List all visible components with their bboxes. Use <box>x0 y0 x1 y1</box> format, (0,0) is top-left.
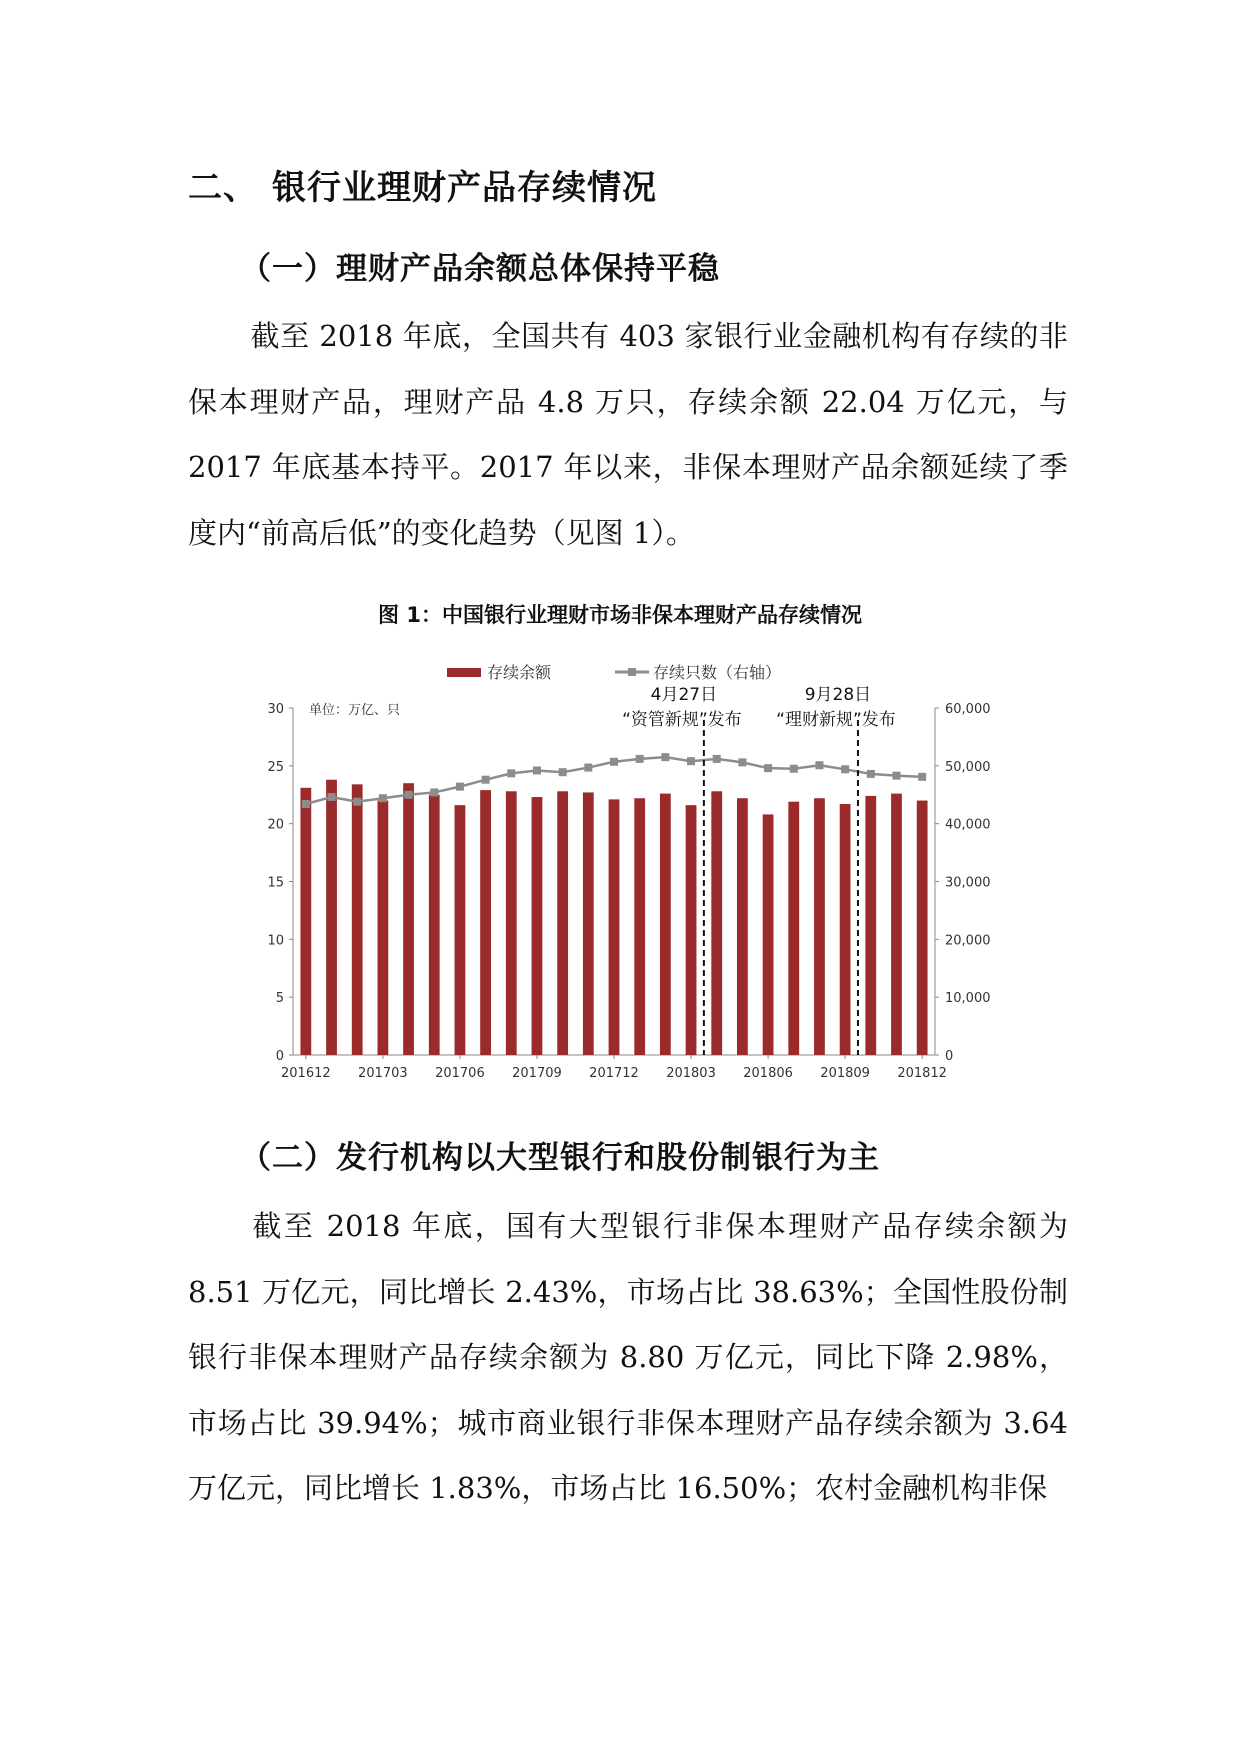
policy-annotation-date: 9月28日 <box>804 685 872 705</box>
right-tick-label: 0 <box>945 1049 954 1064</box>
legend-label-count: 存续只数（右轴） <box>653 663 782 682</box>
bar <box>506 791 517 1055</box>
x-tick-label: 201712 <box>589 1066 639 1081</box>
x-tick-label: 201809 <box>820 1066 870 1081</box>
bar <box>891 794 902 1055</box>
bar <box>532 797 543 1055</box>
section-title: 银行业理财产品存续情况 <box>272 168 657 208</box>
paragraph-1 <box>188 304 1068 566</box>
count-point <box>892 772 900 780</box>
policy-annotation-text: “理财新规”发布 <box>776 710 896 730</box>
bar <box>403 783 414 1055</box>
count-point <box>867 770 875 778</box>
x-tick-label: 201803 <box>666 1066 716 1081</box>
bar <box>300 788 311 1055</box>
paragraph-2-text: 截至 2018 年底，国有大型银行非保本理财产品存续余额为 8.51 万亿元，同比增长 2.43%，市场占比 38.63%；全国性股份制银行非保本理财产品存续余额为 8.80 万亿元，同比下降 2.98%，市场占比 39.94%；城市商业银行非保本理财产品存续余额为 3.64 万亿元，同比增长 1.83%，市场占比 16.50%；农村金融机构非保 <box>188 1209 1068 1505</box>
count-point <box>764 764 772 772</box>
bar <box>583 792 594 1055</box>
left-tick-label: 15 <box>267 875 284 891</box>
count-point <box>738 758 746 766</box>
bar <box>840 804 851 1055</box>
count-point <box>302 800 310 808</box>
left-tick-label: 0 <box>275 1049 284 1064</box>
bar <box>429 795 440 1055</box>
bar <box>763 814 774 1055</box>
legend-marker-count <box>628 668 636 676</box>
bar <box>377 801 388 1055</box>
left-tick-label: 25 <box>267 759 284 775</box>
count-point <box>507 769 515 777</box>
bar <box>480 790 491 1055</box>
count-point <box>328 793 336 801</box>
bar <box>660 794 671 1055</box>
right-tick-label: 50,000 <box>945 759 991 775</box>
count-point <box>661 753 669 761</box>
right-tick-label: 30,000 <box>945 875 991 891</box>
bar <box>455 805 466 1055</box>
x-tick-label: 201806 <box>743 1066 793 1081</box>
right-tick-label: 20,000 <box>945 933 991 949</box>
left-tick-label: 30 <box>267 702 284 717</box>
right-tick-label: 10,000 <box>945 991 991 1007</box>
bar <box>814 798 825 1055</box>
policy-annotation-text: “资管新规”发布 <box>622 710 742 730</box>
count-point <box>713 755 721 763</box>
count-point <box>456 783 464 791</box>
x-tick-label: 201812 <box>897 1066 947 1081</box>
bar <box>917 801 928 1055</box>
count-point <box>841 765 849 773</box>
bar <box>352 784 363 1055</box>
left-tick-label: 5 <box>275 991 284 1007</box>
unit-label: 单位：万亿、只 <box>309 703 401 718</box>
count-point <box>482 776 490 784</box>
bar <box>557 791 568 1055</box>
x-tick-label: 201706 <box>435 1066 485 1081</box>
bar <box>686 805 697 1055</box>
subsection-1-heading: （一）理财产品余额总体保持平稳 <box>240 251 720 287</box>
count-point <box>815 761 823 769</box>
count-point <box>790 765 798 773</box>
bar <box>326 780 337 1055</box>
subsection-2-heading: （二）发行机构以大型银行和股份制银行为主 <box>240 1140 880 1176</box>
left-tick-label: 20 <box>267 817 284 833</box>
count-point <box>430 788 438 796</box>
count-point <box>636 755 644 763</box>
chart <box>255 650 991 1090</box>
x-tick-label: 201703 <box>358 1066 408 1081</box>
count-point <box>379 794 387 802</box>
section-heading <box>188 160 657 209</box>
legend-label-balance: 存续余额 <box>487 663 552 682</box>
right-tick-label: 40,000 <box>945 817 991 833</box>
count-point <box>353 798 361 806</box>
bar <box>788 802 799 1055</box>
count-point <box>687 757 695 765</box>
chart-legend <box>447 663 781 682</box>
right-tick-label: 60,000 <box>945 702 991 717</box>
count-point <box>918 773 926 781</box>
figure-title: 图 1：中国银行业理财市场非保本理财产品存续情况 <box>378 603 862 627</box>
x-tick-label: 201612 <box>281 1066 331 1081</box>
count-point <box>533 766 541 774</box>
section-number: 二、 <box>188 168 258 208</box>
bar <box>609 799 620 1055</box>
paragraph-2 <box>188 1194 1068 1522</box>
count-point <box>559 768 567 776</box>
bar <box>634 798 645 1055</box>
count-point <box>405 791 413 799</box>
paragraph-1-text: 截至 2018 年底，全国共有 403 家银行业金融机构有存续的非保本理财产品，理财产品 4.8 万只，存续余额 22.04 万亿元，与 2017 年底基本持平。2017 年以来，非保本理财产品余额延续了季度内“前高后低”的变化趋势（见图 1）。 <box>188 319 1068 550</box>
policy-annotation-date: 4月27日 <box>650 685 718 705</box>
bar <box>865 796 876 1055</box>
count-point <box>584 764 592 772</box>
x-tick-label: 201709 <box>512 1066 562 1081</box>
left-tick-label: 10 <box>267 933 284 949</box>
legend-swatch-balance <box>447 668 481 677</box>
bar <box>737 798 748 1055</box>
bar <box>711 791 722 1055</box>
count-point <box>610 758 618 766</box>
